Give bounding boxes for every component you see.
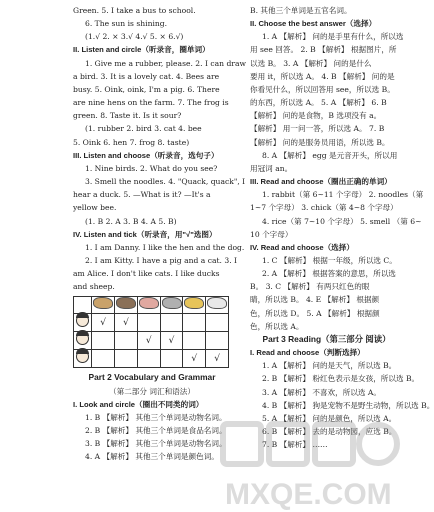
text-line: are nine hens on the farm. 7. The frog is: [73, 98, 229, 108]
child-face-cell: [74, 332, 92, 350]
text-line: 睛，所以选 B。 4. E 【解析】 根据颜: [250, 295, 380, 305]
section-heading: I. Read and choose（判断选择）: [250, 348, 365, 358]
section-heading: III. Read and choose（圈出正确的单词）: [250, 177, 392, 187]
dog-icon: [116, 297, 136, 309]
text-line: 1. Give me a rubber, please. 2. I can draw: [85, 58, 246, 68]
text-line: 2. A 【解析】 根据答案的意思，所以选: [262, 269, 396, 279]
text-line: and sheep.: [73, 282, 115, 292]
tick-cell: [160, 314, 183, 332]
text-line: am Alice. I don't like cats. I like ducks: [73, 269, 220, 279]
text-line: 1~7 个字母） 3. chick（第 4~8 个字母）: [250, 203, 398, 213]
duck-icon: [184, 297, 204, 309]
text-line: 3. A 【解析】 不喜欢，所以选 A。: [262, 387, 381, 397]
text-line: 1. B 【解析】 其他三个单词是动物名词。: [85, 412, 227, 422]
text-line: 用 see 回答。 2. B 【解析】 根据图片，所: [250, 45, 397, 55]
animal-header-cell: [92, 297, 115, 314]
text-line: 8. A 【解析】 egg 是元音开头，所以用: [262, 150, 398, 160]
text-line: 4. A 【解析】 其他三个单词是颜色词。: [85, 452, 219, 462]
text-line: 5. Oink 6. hen 7. frog 8. taste): [73, 137, 190, 147]
text-line: 4. B 【解析】 狗是宠物不是野生动物，所以选 B。: [262, 400, 434, 410]
tick-cell: √: [206, 350, 229, 368]
text-line: 要用 it，所以选 A。 4. B 【解析】 问的是: [250, 71, 395, 81]
tick-cell: [92, 350, 115, 368]
part-heading: Part 2 Vocabulary and Grammar: [88, 372, 216, 383]
section-heading: IV. Listen and tick（听录音，用"√"选图）: [73, 229, 217, 239]
animal-header-cell: [137, 297, 160, 314]
text-line: (1. B 2. A 3. B 4. A 5. B): [85, 216, 177, 226]
tick-cell: [92, 332, 115, 350]
child-face-cell: [74, 314, 92, 332]
text-line: 1. rabbit（第 6~11 个字母） 2. noodles（第: [262, 190, 424, 200]
text-line: 5. A 【解析】 问的是颜色，所以选 A。: [262, 413, 397, 423]
text-line: 4. rice（第 7~10 个字母） 5. smell （第 6~: [262, 216, 422, 226]
text-line: 的东西，所以选 A。 5. A 【解析】 6. B: [250, 98, 387, 108]
animal-header-cell: [160, 297, 183, 314]
tick-cell: [160, 350, 183, 368]
girl-face-icon: [76, 350, 89, 363]
text-line: yellow bee.: [73, 203, 117, 213]
text-line: 1. A 【解析】 问的是手里有什么，所以选: [262, 32, 404, 42]
watermark-text: MXQE.COM: [225, 478, 392, 511]
text-line: 6. B 【解析】 去的是动物园，应选 B。: [262, 427, 397, 436]
text-line: B. 其他三个单词是五官名词。: [250, 6, 352, 15]
text-line: 你看见什么，所以回答用 see，所以选 B。: [250, 84, 395, 94]
hen-icon: [93, 297, 113, 309]
tick-grid-table: [73, 296, 229, 368]
text-line: Green. 5. I take a bus to school.: [73, 6, 196, 15]
text-line: hear a duck. 5. —What is it? —It's a: [73, 190, 211, 200]
table-row: [74, 350, 229, 368]
text-line: 3. Smell the noodles. 4. "Quack, quack", I: [85, 177, 246, 187]
text-line: 以选 B。 3. A 【解析】 问的是什么: [250, 58, 372, 68]
section-heading: I. Look and circle（圈出不同类的词）: [73, 399, 204, 409]
section-heading: II. Listen and circle（听录音，圈单词）: [73, 45, 210, 55]
boy-face-icon: [76, 314, 89, 327]
part-heading: Part 3 Reading（第三部分 阅读）: [262, 333, 391, 344]
section-heading: II. Choose the best answer（选择）: [250, 19, 377, 29]
text-line: 色，所以选 A。: [250, 321, 304, 331]
sheep-icon: [207, 297, 227, 309]
cat-icon: [162, 297, 182, 309]
text-line: 用冠词 an。: [250, 163, 293, 173]
text-line: 【解析】 问的是食物，B 选项没有 a。: [250, 111, 382, 121]
girl-face-icon: [76, 332, 89, 345]
animal-header-cell: [183, 297, 206, 314]
tick-cell: [183, 332, 206, 350]
text-line: 2. B 【解析】 其他三个单词是食品名词。: [85, 426, 227, 436]
tick-cell: [115, 350, 138, 368]
text-line: 10 个字母）: [250, 229, 293, 239]
text-line: B。 3. C 【解析】 有两只红色的眼: [250, 282, 370, 292]
text-line: （第二部分 词汇和语法）: [109, 386, 195, 396]
section-heading: III. Listen and choose（听录音，选句子）: [73, 150, 219, 160]
tick-cell: [115, 332, 138, 350]
tick-cell: [206, 332, 229, 350]
tick-cell: [206, 314, 229, 332]
pig-icon: [139, 297, 159, 309]
text-line: 【解析】 用一问一答，所以选 A。 7. B: [250, 124, 385, 134]
tick-cell: √: [92, 314, 115, 332]
section-heading: IV. Read and choose（选择）: [250, 242, 354, 252]
tick-cell: [183, 314, 206, 332]
table-row: [74, 332, 229, 350]
tick-cell: √: [183, 350, 206, 368]
text-line: (1.√ 2. × 3.√ 4.√ 5. × 6.√): [85, 32, 184, 42]
text-line: 【解析】 问的是服务员用语，所以选 B。: [250, 137, 390, 147]
animal-header-cell: [115, 297, 138, 314]
text-line: 1. Nine birds. 2. What do you see?: [85, 163, 218, 173]
text-line: 1. A 【解析】 问的是天气，所以选 B。: [262, 361, 397, 371]
text-line: 3. B 【解析】 其他三个单词是动物名词。: [85, 439, 227, 449]
text-line: 色，所以选 D。 5. A 【解析】 根据颜: [250, 308, 380, 318]
tick-cell: [137, 314, 160, 332]
tick-cell: [137, 350, 160, 368]
text-line: (1. rubber 2. bird 3. cat 4. bee: [85, 124, 202, 134]
child-face-cell: [74, 350, 92, 368]
right-column: [250, 4, 434, 451]
text-line: 6. The sun is shining.: [85, 19, 168, 29]
table-corner-cell: [74, 297, 92, 314]
tick-cell: √: [137, 332, 160, 350]
text-line: busy. 5. Oink, oink, I'm a pig. 6. There: [73, 84, 220, 94]
text-line: 1. C 【解析】 根据一年级，所以选 C。: [262, 255, 397, 265]
text-line: 2. B 【解析】 粉红色表示是女孩，所以选 B。: [262, 374, 420, 384]
text-line: a bird. 3. It is a lovely cat. 4. Bees are: [73, 71, 220, 81]
tick-cell: √: [160, 332, 183, 350]
text-line: 2. I am Kitty. I have a pig and a cat. 3. I: [85, 255, 238, 265]
table-row: [74, 314, 229, 332]
tick-cell: √: [115, 314, 138, 332]
animal-header-cell: [206, 297, 229, 314]
left-column: [73, 4, 246, 464]
text-line: green. 8. Taste it. Is it sour?: [73, 111, 182, 121]
text-line: 1. I am Danny. I like the hen and the dog.: [85, 242, 245, 252]
table-row: [74, 297, 229, 314]
text-line: 7. B 【解析】 ……: [262, 440, 328, 450]
